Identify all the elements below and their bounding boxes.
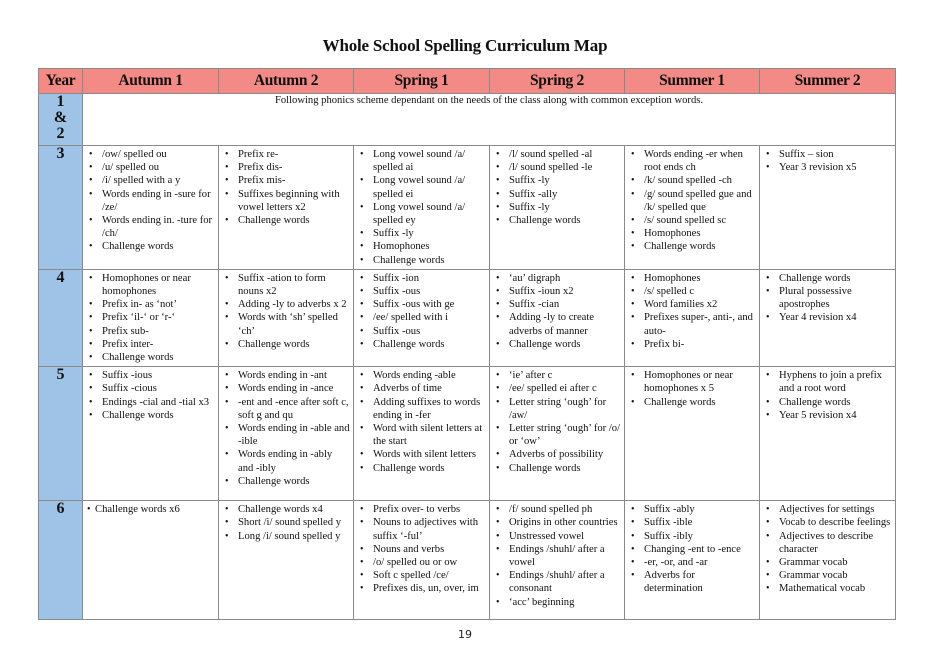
topic-list bbox=[627, 503, 756, 595]
list-item: • Prefix inter- bbox=[85, 338, 215, 351]
list-item: • Challenge words x4 bbox=[221, 503, 350, 516]
list-item: • Prefix re- bbox=[221, 148, 350, 161]
topic-list bbox=[627, 148, 756, 254]
list-item: • Challenge words x6 bbox=[85, 503, 215, 516]
topic-list bbox=[627, 369, 756, 409]
cell-autumn-2 bbox=[219, 501, 354, 620]
year-line: 1 bbox=[56, 93, 65, 110]
list-item: • Suffix -ion bbox=[356, 272, 486, 285]
list-item: • Suffix -ible bbox=[627, 516, 756, 529]
list-item: • Suffix -cious bbox=[85, 382, 215, 395]
merged-phonics-cell: Following phonics scheme dependant on the needs of the class along with common exception words. bbox=[83, 94, 896, 146]
list-item: • Words ending in. -ture for /ch/ bbox=[85, 214, 215, 240]
cell-spring-1 bbox=[354, 269, 490, 366]
cell-autumn-1 bbox=[83, 146, 219, 270]
list-item: • Suffix -ioun x2 bbox=[492, 285, 621, 298]
topic-list bbox=[492, 503, 621, 609]
list-item: • Challenge words bbox=[492, 462, 621, 475]
list-item: • Suffix -cian bbox=[492, 298, 621, 311]
table-row-year-3 bbox=[39, 146, 896, 270]
list-item: • Suffix -ation to form nouns x2 bbox=[221, 272, 350, 298]
list-item: • Homophones or near homophones bbox=[85, 272, 215, 298]
spelling-curriculum-table bbox=[38, 68, 896, 620]
year-label: 3 bbox=[39, 146, 83, 270]
year-line: & bbox=[53, 109, 68, 126]
topic-list bbox=[85, 369, 215, 422]
list-item: • /g/ sound spelled gue and /k/ spelled que bbox=[627, 188, 756, 214]
list-item: • Suffix -ally bbox=[492, 188, 621, 201]
list-item: • /f/ sound spelled ph bbox=[492, 503, 621, 516]
list-item: • Challenge words bbox=[85, 240, 215, 253]
list-item: • Prefix in- as ‘not’ bbox=[85, 298, 215, 311]
table-row-year-1-2 bbox=[39, 94, 896, 146]
list-item: • Prefixes dis, un, over, im bbox=[356, 582, 486, 595]
list-item: • Origins in other countries bbox=[492, 516, 621, 529]
list-item: • Challenge words bbox=[85, 409, 215, 422]
list-item: • Suffix -ly bbox=[492, 201, 621, 214]
list-item: • /l/ sound spelled -le bbox=[492, 161, 621, 174]
table-body bbox=[39, 94, 896, 620]
list-item: • Mathematical vocab bbox=[762, 582, 892, 595]
header-autumn-2: Autumn 2 bbox=[219, 69, 354, 94]
list-item: • /s/ spelled c bbox=[627, 285, 756, 298]
list-item: • Challenge words bbox=[762, 396, 892, 409]
list-item: • Endings /shuhl/ after a consonant bbox=[492, 569, 621, 595]
list-item: • Year 3 revision x5 bbox=[762, 161, 892, 174]
list-item: • Endings -cial and -tial x3 bbox=[85, 396, 215, 409]
topic-list bbox=[492, 272, 621, 351]
list-item: • Suffix -ious bbox=[85, 369, 215, 382]
list-item: • ‘ie’ after c bbox=[492, 369, 621, 382]
list-item: • Suffix -ous bbox=[356, 325, 486, 338]
list-item: • Challenge words bbox=[492, 338, 621, 351]
list-item: • Hyphens to join a prefix and a root word bbox=[762, 369, 892, 395]
cell-autumn-1 bbox=[83, 501, 219, 620]
table-row-year-5 bbox=[39, 367, 896, 501]
header-spring-1: Spring 1 bbox=[354, 69, 490, 94]
topic-list bbox=[221, 272, 350, 351]
topic-list bbox=[85, 148, 215, 254]
list-item: • Words ending in -ant bbox=[221, 369, 350, 382]
topic-list bbox=[762, 503, 892, 595]
list-item: • Prefix bi- bbox=[627, 338, 756, 351]
cell-spring-2 bbox=[490, 269, 625, 366]
list-item: • Suffix -ably bbox=[627, 503, 756, 516]
list-item: • Challenge words bbox=[85, 351, 215, 364]
list-item: • ‘au’ digraph bbox=[492, 272, 621, 285]
cell-spring-2 bbox=[490, 146, 625, 270]
year-label bbox=[39, 94, 83, 146]
list-item: • Plural possessive apostrophes bbox=[762, 285, 892, 311]
list-item: • Letter string ‘ough’ for /o/ or ‘ow’ bbox=[492, 422, 621, 448]
list-item: • Challenge words bbox=[627, 396, 756, 409]
page-number: 19 bbox=[458, 628, 472, 641]
table-row-year-6 bbox=[39, 501, 896, 620]
list-item: • Challenge words bbox=[221, 338, 350, 351]
cell-summer-1 bbox=[625, 269, 760, 366]
cell-summer-2 bbox=[760, 146, 896, 270]
list-item: • Adverbs of time bbox=[356, 382, 486, 395]
list-item: • Challenge words bbox=[221, 214, 350, 227]
topic-list bbox=[356, 503, 486, 595]
list-item: • Prefix dis- bbox=[221, 161, 350, 174]
list-item: • Suffix -ibly bbox=[627, 530, 756, 543]
page-title: Whole School Spelling Curriculum Map bbox=[322, 36, 608, 55]
list-item: • Adverbs of possibility bbox=[492, 448, 621, 461]
list-item: • /s/ sound spelled sc bbox=[627, 214, 756, 227]
list-item: • Suffix – sion bbox=[762, 148, 892, 161]
list-item: • /l/ sound spelled -al bbox=[492, 148, 621, 161]
list-item: • /ee/ spelled with i bbox=[356, 311, 486, 324]
list-item: • Nouns and verbs bbox=[356, 543, 486, 556]
list-item: • Words ending in -ance bbox=[221, 382, 350, 395]
topic-list bbox=[85, 503, 215, 516]
list-item: • Words ending -able bbox=[356, 369, 486, 382]
cell-autumn-2 bbox=[219, 269, 354, 366]
list-item: • Homophones bbox=[627, 272, 756, 285]
cell-summer-2 bbox=[760, 501, 896, 620]
cell-spring-1 bbox=[354, 501, 490, 620]
list-item: • Word families x2 bbox=[627, 298, 756, 311]
list-item: • -er, -or, and -ar bbox=[627, 556, 756, 569]
list-item: • Challenge words bbox=[221, 475, 350, 488]
topic-list bbox=[492, 148, 621, 227]
list-item: • /k/ sound spelled -ch bbox=[627, 174, 756, 187]
list-item: • ‘acc’ beginning bbox=[492, 596, 621, 609]
topic-list bbox=[356, 272, 486, 351]
header-summer-1: Summer 1 bbox=[625, 69, 760, 94]
list-item: • Vocab to describe feelings bbox=[762, 516, 892, 529]
list-item: • Letter string ‘ough’ for /aw/ bbox=[492, 396, 621, 422]
header-row bbox=[39, 69, 896, 94]
list-item: • Suffix -ous bbox=[356, 285, 486, 298]
cell-spring-2 bbox=[490, 367, 625, 501]
year-label: 4 bbox=[39, 269, 83, 366]
header-autumn-1: Autumn 1 bbox=[83, 69, 219, 94]
list-item: • Adjectives for settings bbox=[762, 503, 892, 516]
topic-list bbox=[627, 272, 756, 351]
cell-summer-1 bbox=[625, 501, 760, 620]
list-item: • Words ending -er when root ends ch bbox=[627, 148, 756, 174]
list-item: • Changing -ent to -ence bbox=[627, 543, 756, 556]
cell-summer-2 bbox=[760, 367, 896, 501]
list-item: • Prefix mis- bbox=[221, 174, 350, 187]
topic-list bbox=[762, 148, 892, 174]
list-item: • Prefixes super-, anti-, and auto- bbox=[627, 311, 756, 337]
list-item: • Words ending in -able and -ible bbox=[221, 422, 350, 448]
list-item: • Adjectives to describe character bbox=[762, 530, 892, 556]
list-item: • /ee/ spelled ei after c bbox=[492, 382, 621, 395]
list-item: • Suffix -ly bbox=[492, 174, 621, 187]
header-year: Year bbox=[39, 69, 83, 94]
list-item: • Challenge words bbox=[356, 462, 486, 475]
list-item: • Long vowel sound /a/ spelled ey bbox=[356, 201, 486, 227]
list-item: • Long vowel sound /a/ spelled ai bbox=[356, 148, 486, 174]
list-item: • Suffixes beginning with vowel letters x2 bbox=[221, 188, 350, 214]
list-item: • Short /i/ sound spelled y bbox=[221, 516, 350, 529]
list-item: • Adding -ly to create adverbs of manner bbox=[492, 311, 621, 337]
topic-list bbox=[356, 369, 486, 475]
cell-autumn-2 bbox=[219, 146, 354, 270]
list-item: • Year 5 revision x4 bbox=[762, 409, 892, 422]
header-spring-2: Spring 2 bbox=[490, 69, 625, 94]
list-item: • Homophones bbox=[356, 240, 486, 253]
list-item: • Challenge words bbox=[356, 254, 486, 267]
list-item: • Words with ‘sh’ spelled ‘ch’ bbox=[221, 311, 350, 337]
list-item: • /o/ spelled ou or ow bbox=[356, 556, 486, 569]
list-item: • Adding suffixes to words ending in -fer bbox=[356, 396, 486, 422]
topic-list bbox=[221, 369, 350, 488]
list-item: • Challenge words bbox=[762, 272, 892, 285]
list-item: • Adding -ly to adverbs x 2 bbox=[221, 298, 350, 311]
list-item: • Suffix -ous with ge bbox=[356, 298, 486, 311]
list-item: • Long /i/ sound spelled y bbox=[221, 530, 350, 543]
list-item: • Prefix ‘il-‘ or ‘r-‘ bbox=[85, 311, 215, 324]
list-item: • Suffix -ly bbox=[356, 227, 486, 240]
list-item: • Prefix sub- bbox=[85, 325, 215, 338]
cell-summer-1 bbox=[625, 146, 760, 270]
list-item: • Grammar vocab bbox=[762, 556, 892, 569]
cell-spring-1 bbox=[354, 367, 490, 501]
cell-autumn-1 bbox=[83, 367, 219, 501]
list-item: • /ow/ spelled ou bbox=[85, 148, 215, 161]
cell-autumn-1 bbox=[83, 269, 219, 366]
list-item: • Words ending in -ably and -ibly bbox=[221, 448, 350, 474]
topic-list bbox=[221, 503, 350, 543]
cell-summer-2 bbox=[760, 269, 896, 366]
list-item: • /i/ spelled with a y bbox=[85, 174, 215, 187]
list-item: • Word with silent letters at the start bbox=[356, 422, 486, 448]
list-item: • Challenge words bbox=[492, 214, 621, 227]
cell-summer-1 bbox=[625, 367, 760, 501]
cell-spring-2 bbox=[490, 501, 625, 620]
list-item: • Nouns to adjectives with suffix ‘-ful’ bbox=[356, 516, 486, 542]
list-item: • Unstressed vowel bbox=[492, 530, 621, 543]
list-item: • -ent and -ence after soft c, soft g and qu bbox=[221, 396, 350, 422]
year-label: 5 bbox=[39, 367, 83, 501]
list-item: • Prefix over- to verbs bbox=[356, 503, 486, 516]
list-item: • Homophones or near homophones x 5 bbox=[627, 369, 756, 395]
list-item: • Words ending in -sure for /ze/ bbox=[85, 188, 215, 214]
year-line: 2 bbox=[56, 125, 65, 142]
list-item: • Homophones bbox=[627, 227, 756, 240]
topic-list bbox=[762, 272, 892, 325]
list-item: • Endings /shuhl/ after a vowel bbox=[492, 543, 621, 569]
topic-list bbox=[492, 369, 621, 475]
list-item: • Long vowel sound /a/ spelled ei bbox=[356, 174, 486, 200]
list-item: • Challenge words bbox=[627, 240, 756, 253]
list-item: • Words with silent letters bbox=[356, 448, 486, 461]
list-item: • Grammar vocab bbox=[762, 569, 892, 582]
cell-spring-1 bbox=[354, 146, 490, 270]
list-item: • Year 4 revision x4 bbox=[762, 311, 892, 324]
topic-list bbox=[356, 148, 486, 267]
topic-list bbox=[762, 369, 892, 422]
cell-autumn-2 bbox=[219, 367, 354, 501]
table-row-year-4 bbox=[39, 269, 896, 366]
year-label: 6 bbox=[39, 501, 83, 620]
list-item: • Adverbs for determination bbox=[627, 569, 756, 595]
list-item: • Soft c spelled /ce/ bbox=[356, 569, 486, 582]
topic-list bbox=[85, 272, 215, 364]
header-summer-2: Summer 2 bbox=[760, 69, 896, 94]
list-item: • /u/ spelled ou bbox=[85, 161, 215, 174]
topic-list bbox=[221, 148, 350, 227]
list-item: • Challenge words bbox=[356, 338, 486, 351]
